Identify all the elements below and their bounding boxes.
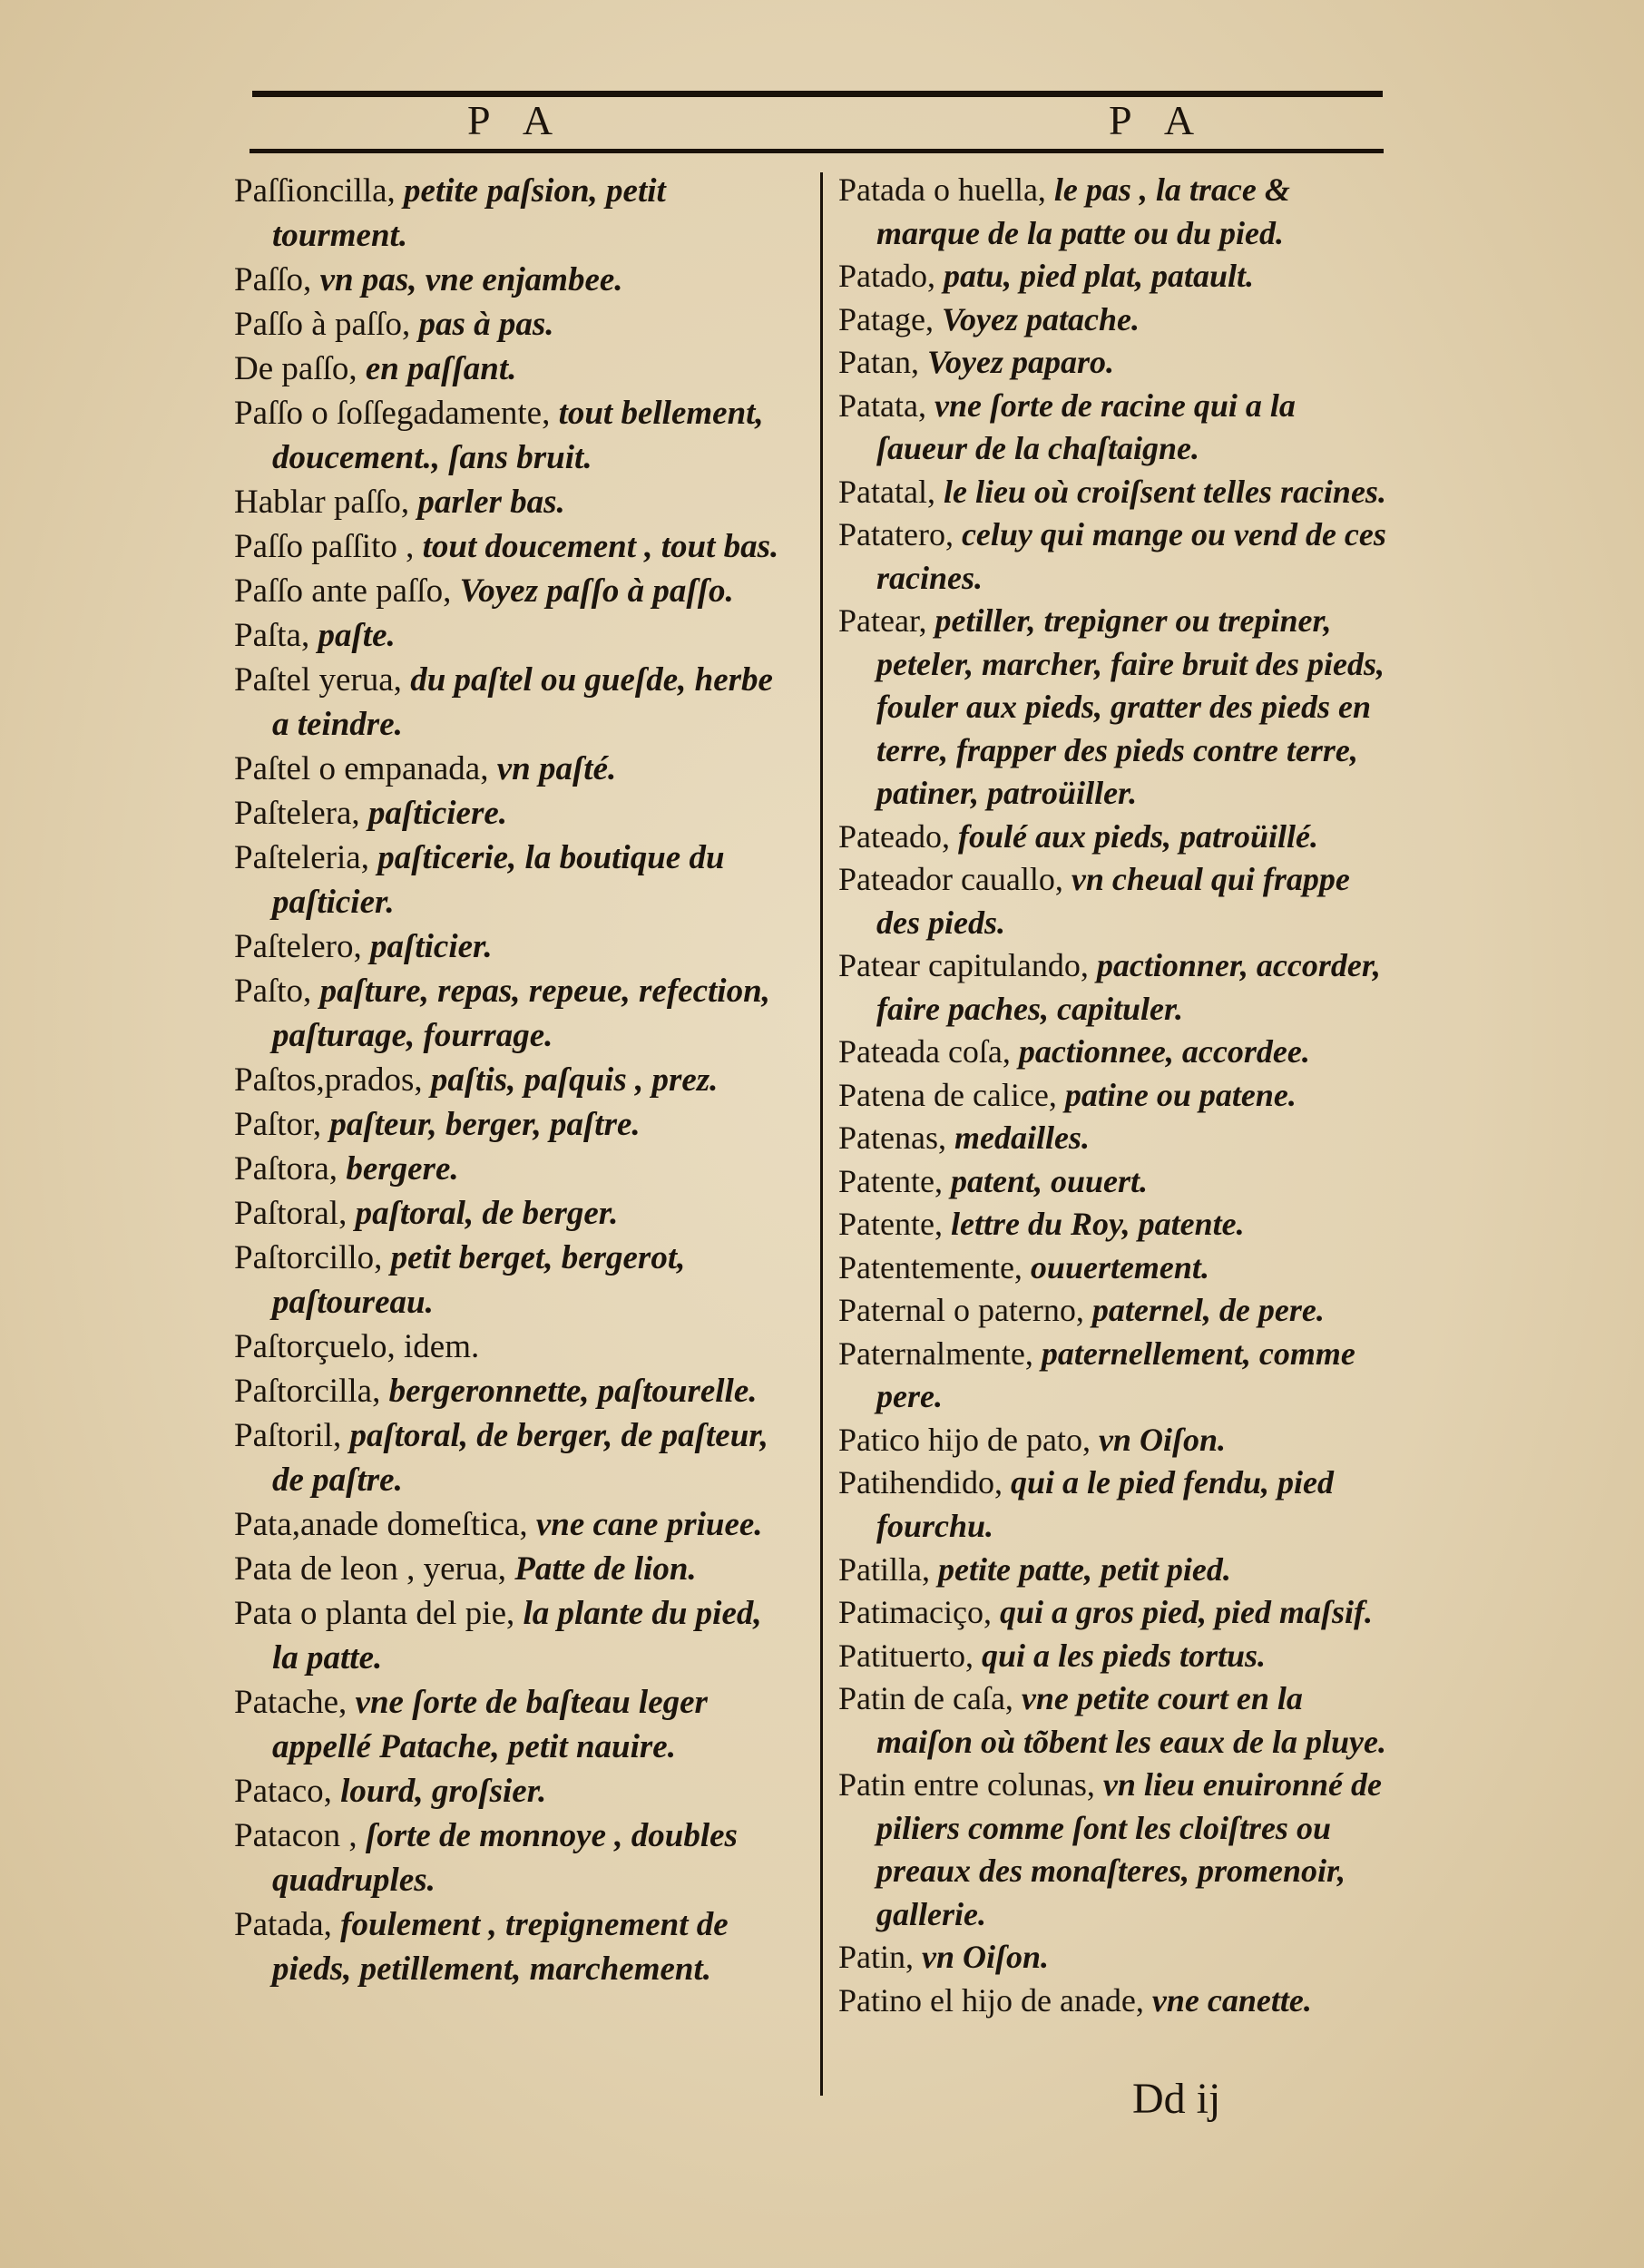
- dictionary-entry: [838, 513, 1386, 600]
- dictionary-entry: [234, 1680, 791, 1769]
- entry-headword: Patilla,: [838, 1550, 930, 1588]
- dictionary-entry: [838, 944, 1386, 1031]
- dictionary-entry: [234, 747, 791, 791]
- entry-headword: Patear capitulando,: [838, 947, 1089, 984]
- entry-headword: Paſſioncilla,: [234, 172, 396, 210]
- entry-definition: paternellement, comme pere.: [876, 1334, 1355, 1415]
- entry-headword: Paſtelero,: [234, 928, 362, 965]
- dictionary-entry: [838, 600, 1386, 816]
- dictionary-entry: [234, 169, 791, 258]
- dictionary-entry: [234, 1369, 791, 1413]
- entry-definition: pas à pas.: [410, 306, 554, 343]
- entry-definition: Voyez patache.: [933, 300, 1140, 337]
- dictionary-entry: [234, 1813, 791, 1902]
- entry-definition: qui a le pied fendu, pied fourchu.: [876, 1464, 1334, 1544]
- entry-definition: petite patte, petit pied.: [930, 1550, 1231, 1588]
- entry-headword: Patico hijo de pato,: [838, 1421, 1091, 1458]
- entry-definition: paſtis, paſquis , prez.: [422, 1061, 719, 1099]
- entry-headword: Patage,: [838, 300, 934, 337]
- entry-headword: Patino el hijo de anade,: [838, 1981, 1144, 2019]
- entry-definition: du paſtel ou gueſde, herbe a teindre.: [272, 661, 773, 743]
- entry-definition: qui a gros pied, pied maſsif.: [991, 1594, 1373, 1631]
- entry-definition: paſticier.: [361, 928, 493, 965]
- entry-definition: la plante du pied, la patte.: [272, 1595, 762, 1677]
- entry-headword: Paſſo o ſoſſegadamente,: [234, 395, 551, 432]
- dictionary-entry: [234, 1591, 791, 1680]
- entry-definition: lourd, groſsier.: [331, 1773, 547, 1810]
- entry-headword: Paternalmente,: [838, 1334, 1033, 1372]
- dictionary-entry: [234, 1902, 791, 1991]
- dictionary-entry: [838, 1160, 1386, 1204]
- entry-headword: Patin de caſa,: [838, 1680, 1013, 1717]
- dictionary-entry: [838, 1591, 1386, 1635]
- entry-definition: parler bas.: [409, 484, 565, 521]
- entry-headword: De paſſo,: [234, 350, 357, 387]
- dictionary-entry: [234, 302, 791, 347]
- entry-definition: foulé aux pieds, patroüillé.: [949, 817, 1318, 855]
- entry-definition: celuy qui mange ou vend de ces racines.: [876, 516, 1386, 596]
- entry-definition: paſte.: [309, 617, 396, 654]
- dictionary-entry: [838, 341, 1386, 385]
- dictionary-entry: [234, 1236, 791, 1325]
- dictionary-entry: [234, 791, 791, 836]
- entry-headword: Patear,: [838, 602, 927, 640]
- dictionary-entry: [838, 471, 1386, 514]
- dictionary-entry: [838, 255, 1386, 298]
- entry-definition: bergeronnette, paſtourelle.: [380, 1373, 758, 1410]
- entry-definition: paſticiere.: [359, 795, 508, 832]
- dictionary-entry: [838, 1980, 1386, 2023]
- dictionary-entry: [838, 1635, 1386, 1678]
- entry-headword: Paſtorçuelo, idem.: [234, 1328, 480, 1365]
- dictionary-entry: [838, 1246, 1386, 1290]
- entry-headword: Pataco,: [234, 1773, 332, 1810]
- entry-headword: Paſto,: [234, 973, 312, 1010]
- entry-definition: lettre du Roy, patente.: [942, 1206, 1245, 1243]
- entry-headword: Pateada coſa,: [838, 1033, 1011, 1070]
- entry-headword: Paſtor,: [234, 1106, 322, 1143]
- dictionary-entry: [234, 391, 791, 480]
- signature-mark: Dd ij: [1132, 2075, 1221, 2123]
- entry-definition: vne cane priuee.: [527, 1506, 763, 1543]
- dictionary-entry: [838, 298, 1386, 342]
- entry-definition: en paſſant.: [357, 350, 517, 387]
- entry-definition: patu, pied plat, patault.: [935, 258, 1255, 295]
- entry-headword: Paternal o paterno,: [838, 1292, 1084, 1329]
- entry-definition: paſteur, berger, paſtre.: [321, 1106, 641, 1143]
- entry-headword: Paſtoral,: [234, 1195, 347, 1232]
- dictionary-entry: [234, 1191, 791, 1236]
- entry-definition: paſtoral, de berger.: [347, 1195, 619, 1232]
- entry-definition: vne ſorte de baſteau leger appellé Patache, petit nauire.: [272, 1684, 708, 1765]
- dictionary-entry: [838, 1074, 1386, 1118]
- entry-definition: vne ſorte de racine qui a la ſaueur de la chaſtaigne.: [876, 386, 1296, 467]
- entry-headword: Paſſo à paſſo,: [234, 306, 411, 343]
- entry-headword: Patada o huella,: [838, 171, 1046, 208]
- entry-headword: Patacon ,: [234, 1817, 357, 1854]
- dictionary-entry: [234, 1325, 791, 1369]
- entry-definition: paſticerie, la boutique du paſticier.: [272, 839, 725, 921]
- entry-headword: Paſtoril,: [234, 1417, 342, 1454]
- entry-headword: Paſtos,prados,: [234, 1061, 423, 1099]
- entry-headword: Patatal,: [838, 473, 935, 510]
- entry-definition: petiller, trepigner ou trepiner, peteler, marcher, faire bruit des pieds, fouler aux pieds, gratter des pieds en terre, frapper des pieds contre terre, patiner, patroüiller.: [876, 602, 1385, 812]
- left-column: [234, 169, 791, 1991]
- dictionary-entry: [234, 524, 791, 569]
- dictionary-entry: [234, 258, 791, 302]
- entry-definition: petit berget, bergerot, paſtoureau.: [272, 1239, 686, 1321]
- entry-headword: Paſſo,: [234, 261, 312, 298]
- header-right: P A: [1109, 97, 1208, 143]
- dictionary-entry: [838, 858, 1386, 944]
- column-divider: [820, 172, 823, 2096]
- entry-headword: Pateado,: [838, 817, 950, 855]
- dictionary-entry: [838, 1677, 1386, 1764]
- entry-definition: bergere.: [338, 1150, 459, 1188]
- entry-definition: Voyez paparo.: [918, 344, 1114, 381]
- entry-definition: Voyez paſſo à paſſo.: [451, 572, 734, 610]
- entry-headword: Patente,: [838, 1162, 943, 1199]
- dictionary-entry: [234, 836, 791, 924]
- entry-definition: paſtoral, de berger, de paſteur, de paſtre.: [272, 1417, 768, 1499]
- entry-definition: le lieu où croiſsent telles racines.: [935, 473, 1386, 510]
- entry-headword: Paſtelera,: [234, 795, 360, 832]
- entry-headword: Patan,: [838, 344, 919, 381]
- entry-definition: pactionner, accorder, faire paches, capituler.: [876, 947, 1381, 1027]
- entry-headword: Pata o planta del pie,: [234, 1595, 515, 1632]
- entry-definition: ouuertement.: [1022, 1248, 1209, 1286]
- dictionary-entry: [234, 1413, 791, 1502]
- dictionary-entry: [234, 1058, 791, 1102]
- entry-headword: Patado,: [838, 258, 935, 295]
- entry-headword: Patin entre colunas,: [838, 1766, 1095, 1804]
- entry-definition: tout doucement , tout bas.: [414, 528, 779, 565]
- dictionary-entry: [234, 1547, 791, 1591]
- entry-definition: petite paſsion, petit tourment.: [272, 172, 666, 254]
- entry-definition: vn pas, vne enjambee.: [311, 261, 623, 298]
- header-rule-bottom: [250, 149, 1384, 153]
- entry-headword: Pateador cauallo,: [838, 861, 1063, 898]
- entry-headword: Paſteleria,: [234, 839, 369, 876]
- entry-headword: Pata,anade domeſtica,: [234, 1506, 528, 1543]
- entry-headword: Paſſo paſſito ,: [234, 528, 415, 565]
- dictionary-entry: [838, 1936, 1386, 1980]
- dictionary-entry: [234, 924, 791, 969]
- entry-headword: Patente,: [838, 1206, 943, 1243]
- entry-definition: patine ou patene.: [1056, 1076, 1297, 1113]
- entry-headword: Patache,: [234, 1684, 347, 1721]
- header-rule-top: [252, 91, 1383, 97]
- entry-headword: Paſtorcillo,: [234, 1239, 383, 1276]
- entry-headword: Patimaciço,: [838, 1594, 992, 1631]
- dictionary-entry: [838, 1117, 1386, 1160]
- entry-headword: Patentemente,: [838, 1248, 1023, 1286]
- entry-definition: paternel, de pere.: [1083, 1292, 1325, 1329]
- entry-headword: Paſtel yerua,: [234, 661, 402, 699]
- entry-definition: Patte de lion.: [506, 1550, 697, 1588]
- entry-headword: Paſta,: [234, 617, 310, 654]
- entry-definition: vn Oiſon.: [1090, 1421, 1226, 1458]
- dictionary-entry: [838, 385, 1386, 471]
- entry-headword: Patituerto,: [838, 1637, 974, 1674]
- dictionary-entry: [838, 1289, 1386, 1333]
- right-column: [838, 169, 1386, 2022]
- dictionary-entry: [838, 1549, 1386, 1592]
- entry-definition: paſture, repas, repeue, refection, paſturage, fourrage.: [272, 973, 770, 1054]
- dictionary-entry: [234, 480, 791, 524]
- entry-definition: medailles.: [945, 1119, 1090, 1157]
- dictionary-entry: [234, 1147, 791, 1191]
- dictionary-entry: [234, 658, 791, 747]
- dictionary-entry: [838, 1461, 1386, 1548]
- entry-definition: tout bellement, doucement., ſans bruit.: [272, 395, 764, 476]
- entry-headword: Patihendido,: [838, 1464, 1003, 1501]
- dictionary-entry: [234, 1102, 791, 1147]
- entry-headword: Paſtora,: [234, 1150, 338, 1188]
- entry-headword: Paſtorcilla,: [234, 1373, 381, 1410]
- entry-definition: vne petite court en la maiſon où tõbent les eaux de la pluye.: [876, 1680, 1386, 1760]
- entry-headword: Pata de leon , yerua,: [234, 1550, 506, 1588]
- entry-definition: le pas , la trace & marque de la patte ou du pied.: [876, 171, 1290, 251]
- entry-headword: Patenas,: [838, 1119, 946, 1157]
- entry-headword: Patena de calice,: [838, 1076, 1057, 1113]
- entry-headword: Hablar paſſo,: [234, 484, 410, 521]
- entry-definition: qui a les pieds tortus.: [973, 1637, 1267, 1674]
- dictionary-entry: [234, 969, 791, 1058]
- entry-headword: Paſtel o empanada,: [234, 750, 489, 787]
- dictionary-entry: [838, 1031, 1386, 1074]
- dictionary-entry: [838, 1419, 1386, 1462]
- dictionary-entry: [234, 1502, 791, 1547]
- entry-definition: foulement , trepignement de pieds, petillement, marchement.: [272, 1906, 729, 1988]
- entry-headword: Paſſo ante paſſo,: [234, 572, 452, 610]
- header-left: P A: [467, 97, 566, 143]
- entry-definition: vn Oiſon.: [914, 1939, 1050, 1976]
- entry-definition: vn cheual qui frappe des pieds.: [876, 861, 1350, 941]
- dictionary-entry: [838, 169, 1386, 255]
- dictionary-entry: [838, 1764, 1386, 1936]
- dictionary-entry: [234, 1769, 791, 1813]
- dictionary-entry: [234, 569, 791, 613]
- entry-definition: vn lieu enuironné de piliers comme ſont les cloiſtres ou preaux des monaſteres, promenoir, gallerie.: [876, 1766, 1382, 1932]
- dictionary-entry: [838, 816, 1386, 859]
- dictionary-entry: [838, 1333, 1386, 1419]
- entry-headword: Patada,: [234, 1906, 332, 1943]
- entry-definition: pactionnee, accordee.: [1010, 1033, 1310, 1070]
- dictionary-entry: [838, 1203, 1386, 1246]
- entry-definition: vne canette.: [1143, 1981, 1312, 2019]
- entry-headword: Patin,: [838, 1939, 915, 1976]
- entry-headword: Patatero,: [838, 516, 954, 553]
- entry-definition: ſorte de monnoye , doubles quadruples.: [272, 1817, 738, 1899]
- dictionary-entry: [234, 347, 791, 391]
- entry-definition: vn paſté.: [488, 750, 617, 787]
- entry-headword: Patata,: [838, 386, 926, 424]
- entry-definition: patent, ouuert.: [942, 1162, 1149, 1199]
- dictionary-entry: [234, 613, 791, 658]
